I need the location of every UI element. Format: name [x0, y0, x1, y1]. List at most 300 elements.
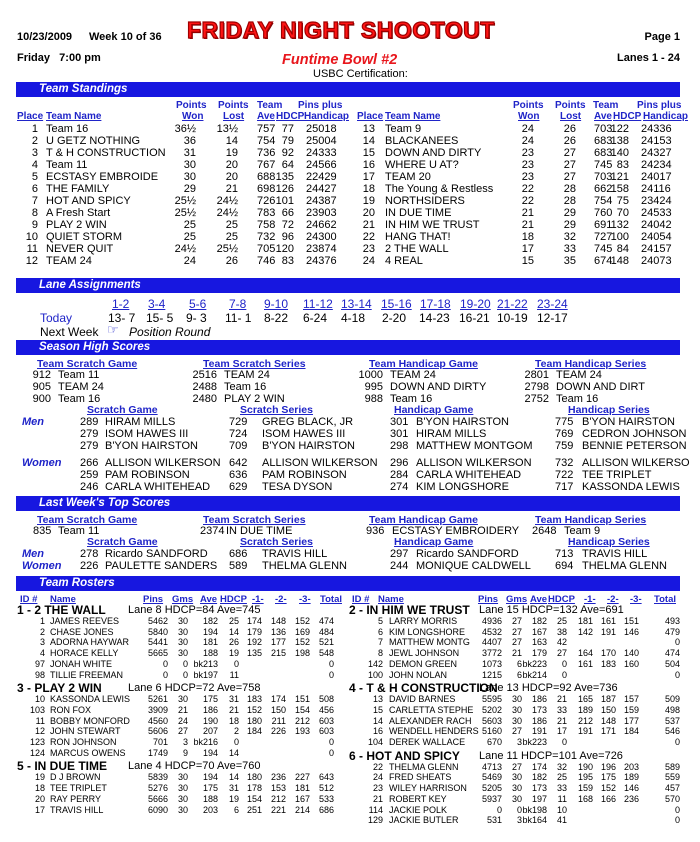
standings-cell: 683 [594, 135, 613, 147]
roster-cell: 0 [328, 737, 334, 747]
section-title: Lane Assignments [39, 279, 141, 291]
roster-header: Pins [478, 594, 499, 605]
roster-cell: 30 [177, 793, 188, 804]
team-name: ECSTASY EMBROIDE [46, 171, 159, 183]
lastweek-column-header: Team Scratch Game [37, 514, 138, 526]
standings-cell: 36 [183, 135, 196, 147]
roster-cell: 146 [623, 783, 639, 794]
lanes-range: Lanes 1 - 24 [617, 52, 680, 64]
season-individual-header: Scratch Game [87, 404, 158, 416]
standings-cell: 13 [362, 123, 375, 135]
roster-cell: 456 [318, 704, 334, 715]
report-title: FRIDAY NIGHT SHOOTOUT [187, 17, 495, 43]
roster-cell: 2 [233, 726, 239, 737]
day-time: Friday 7:00 pm [17, 52, 101, 64]
roster-cell: 196 [600, 761, 616, 772]
roster-cell: 5937 [481, 793, 502, 804]
roster-cell: 498 [664, 704, 680, 715]
page-number: Page 1 [644, 31, 680, 43]
roster-cell: 165 [577, 694, 593, 705]
roster-cell: 100 [367, 669, 383, 680]
roster-cell: 148 [600, 715, 616, 726]
standings-cell: 70 [616, 207, 629, 219]
standings-cell: 4 [31, 159, 38, 171]
standings-cell: 24566 [306, 159, 337, 171]
roster-cell: 153 [270, 783, 286, 794]
score-value: 775 [555, 416, 574, 428]
standings-cell: 24 [362, 255, 375, 267]
standings-row [0, 147, 700, 159]
score-value: 266 [80, 457, 99, 469]
standings-cell: 24017 [641, 171, 672, 183]
lane-pair-label: 21-22 [497, 297, 528, 311]
score-value: 636 [229, 469, 248, 481]
lane-matchup: 11- 1 [225, 311, 252, 325]
roster-cell: 24 [372, 772, 383, 783]
roster-cell: 173 [531, 783, 547, 794]
roster-cell: 169 [294, 626, 310, 637]
roster-cell: 559 [664, 772, 680, 783]
standings-cell: 24662 [306, 219, 337, 231]
roster-cell: 27 [177, 726, 188, 737]
lane-pair-label: 19-20 [460, 297, 491, 311]
lane-matchup: 14-23 [419, 311, 450, 325]
roster-cell: 191 [600, 626, 616, 637]
bowler-name: JOHN STEWART [50, 726, 121, 737]
team-name: Team 9 [385, 123, 422, 135]
roster-cell: 211 [271, 715, 286, 726]
roster-cell: 5839 [147, 772, 168, 783]
roster-cell: 10 [34, 694, 45, 705]
roster-cell: 168 [577, 793, 593, 804]
roster-cell: 207 [202, 726, 218, 737]
score-value: 298 [390, 440, 409, 452]
roster-cell: 167 [294, 793, 310, 804]
bowler-name: B'YON HAIRSTON [105, 440, 198, 452]
team-name: BLACKANEES [385, 135, 459, 147]
roster-cell: 195 [577, 772, 593, 783]
roster-cell: 181 [577, 616, 593, 626]
roster-cell: 166 [600, 793, 616, 804]
standings-cell: 674 [594, 255, 613, 267]
roster-cell: 184 [246, 726, 262, 737]
roster-header: -2- [607, 594, 619, 605]
roster-cell: 236 [270, 772, 286, 783]
roster-cell: 0 [674, 804, 680, 815]
bowler-name: JONAH WHITE [50, 658, 112, 669]
roster-cell: 33 [556, 783, 567, 794]
standings-row [0, 183, 700, 195]
standings-cell: 727 [594, 231, 613, 243]
roster-row [0, 616, 700, 627]
section-title: Team Rosters [39, 577, 115, 589]
bowler-name: DOWN AND DIRTY [390, 381, 487, 393]
roster-cell: 174 [531, 761, 547, 772]
roster-cell: 493 [664, 616, 680, 626]
bowler-name: CARLA WHITEHEAD [416, 469, 522, 481]
bowler-name: GREG BLACK, JR [262, 416, 354, 428]
roster-cell: 533 [318, 793, 334, 804]
standings-cell: 138 [610, 135, 629, 147]
roster-cell: 19 [228, 793, 239, 804]
standings-cell: 705 [257, 243, 276, 255]
score-value: 629 [229, 481, 248, 493]
roster-cell: 163 [531, 637, 547, 648]
roster-cell: 0 [328, 747, 334, 758]
standings-cell: 27 [563, 147, 576, 159]
roster-cell: 136 [270, 626, 286, 637]
roster-row [0, 648, 700, 659]
standings-cell: 24042 [641, 219, 672, 231]
roster-cell: 0 [674, 737, 680, 747]
roster-cell: 31 [228, 694, 239, 705]
lane-matchup: 13- 7 [108, 311, 136, 325]
bowler-name: TEAM 24 [556, 369, 602, 381]
roster-row [0, 637, 700, 648]
standings-cell: 24300 [306, 231, 337, 243]
score-value: 759 [555, 440, 574, 452]
lane-pair-label: 23-24 [537, 297, 568, 311]
roster-cell: 0 [674, 815, 680, 826]
roster-team-title: 2 - IN HIM WE TRUST [349, 603, 470, 617]
roster-cell: 221 [270, 804, 286, 815]
roster-header: ID # [20, 594, 38, 605]
roster-cell: 30 [511, 772, 522, 783]
roster-cell: 142 [577, 626, 593, 637]
roster-cell: 5202 [481, 704, 502, 715]
roster-cell: bk216 [193, 737, 218, 747]
roster-team-title: 6 - HOT AND SPICY [349, 748, 460, 763]
score-value: 296 [390, 457, 409, 469]
standings-cell: 662 [594, 183, 613, 195]
bowler-name: TEAM 24 [58, 381, 104, 393]
bowler-name: THELMA GLENN [582, 560, 667, 572]
score-value: 274 [390, 481, 409, 493]
season-column-header: Team Scratch Game [37, 358, 138, 370]
standings-cell: 126 [275, 183, 294, 195]
roster-cell: 603 [318, 726, 334, 737]
roster-cell: 26 [228, 637, 239, 648]
standings-cell: 683 [594, 147, 613, 159]
roster-cell: 9 [182, 747, 188, 758]
roster-cell: 30 [177, 694, 188, 705]
bowler-name: TRAVIS HILL [582, 548, 648, 560]
roster-cell: 159 [577, 783, 593, 794]
standings-cell: 757 [257, 123, 276, 135]
score-value: 905 [32, 381, 51, 393]
standings-cell: 24 [521, 135, 534, 147]
roster-cell: 18 [34, 783, 45, 794]
standings-cell: 1 [31, 123, 38, 135]
standings-cell: 36½ [174, 123, 196, 135]
roster-team-title: 5 - IN DUE TIME [17, 759, 108, 774]
standings-cell: 736 [257, 147, 276, 159]
roster-cell: 3 [516, 815, 522, 826]
standings-cell: 30 [183, 171, 196, 183]
score-value: 2801 [524, 369, 549, 381]
standings-cell: 28 [563, 195, 576, 207]
roster-cell: 1073 [481, 658, 502, 669]
team-name: IN HIM WE TRUST [385, 219, 480, 231]
standings-cell: 688 [257, 171, 276, 183]
roster-header: -3- [630, 594, 642, 605]
team-name: NEVER QUIT [46, 243, 114, 255]
bowler-name: HIRAM MILLS [105, 416, 176, 428]
roster-cell: 251 [246, 804, 262, 815]
standings-cell: 24054 [641, 231, 672, 243]
score-value: 2374 [200, 525, 225, 537]
roster-cell: bk164 [522, 815, 547, 826]
roster-cell: 41 [556, 815, 567, 826]
roster-cell: 3 [516, 737, 522, 747]
roster-cell: 27 [556, 648, 567, 659]
season-column-header: Team Handicap Series [535, 358, 647, 370]
roster-cell: 114 [368, 804, 383, 815]
team-name: WHERE U AT? [385, 159, 459, 171]
standings-cell: 21 [521, 219, 534, 231]
roster-cell: 193 [294, 726, 310, 737]
roster-cell: 21 [556, 715, 567, 726]
standings-cell: 17 [521, 243, 534, 255]
roster-cell: 6 [516, 658, 522, 669]
standings-cell: 15 [521, 255, 534, 267]
standings-cell: 64 [281, 159, 294, 171]
bowler-name: ALLISON WILKERSON [262, 457, 378, 469]
roster-cell: 152 [294, 637, 310, 648]
score-value: 589 [229, 560, 248, 572]
standings-row [0, 159, 700, 171]
team-name: Team 16 [46, 123, 89, 135]
roster-cell: 21 [372, 793, 383, 804]
roster-cell: 25 [228, 616, 239, 626]
lane-matchup: 10-19 [497, 311, 528, 325]
roster-cell: 159 [623, 704, 639, 715]
roster-cell: 17 [34, 804, 45, 815]
score-value: 2480 [192, 393, 217, 405]
standings-cell: 14 [362, 135, 375, 147]
standings-row [0, 255, 700, 267]
season-individual-header: Handicap Series [568, 404, 650, 416]
lane-assignments-bar [16, 278, 680, 293]
score-value: 713 [555, 548, 574, 560]
roster-cell: 175 [600, 772, 616, 783]
roster-cell: 5840 [147, 626, 168, 637]
standings-cell: 24234 [641, 159, 672, 171]
roster-cell: 188 [202, 648, 218, 659]
roster-cell: 5 [377, 616, 383, 626]
standings-cell: 13½ [216, 123, 238, 135]
standings-cell: 24 [183, 255, 196, 267]
roster-cell: 474 [318, 616, 334, 626]
roster-cell: 0 [162, 669, 168, 680]
week-label: Week 10 of 36 [89, 31, 162, 43]
standings-cell: 25½ [174, 207, 196, 219]
roster-cell: 643 [318, 772, 334, 783]
score-value: 244 [390, 560, 409, 572]
roster-cell: 5595 [481, 694, 502, 705]
score-value: 2516 [192, 369, 217, 381]
standings-cell: 148 [610, 255, 629, 267]
bowler-name: Team 16 [556, 393, 599, 405]
roster-cell: 42 [556, 637, 567, 648]
roster-cell: 191 [531, 726, 547, 737]
roster-row [0, 805, 700, 816]
lane-pair-label: 1-2 [112, 297, 130, 311]
roster-cell: 5665 [147, 648, 168, 659]
roster-cell: 22 [372, 761, 383, 772]
season-column-header: Team Scratch Series [203, 358, 306, 370]
roster-cell: 670 [486, 737, 502, 747]
team-name: TEAM 24 [46, 255, 92, 267]
roster-cell: 184 [623, 726, 639, 737]
score-value: 279 [80, 440, 99, 452]
score-value: 297 [390, 548, 409, 560]
roster-row [0, 815, 700, 826]
lane-pair-label: 7-8 [229, 297, 247, 311]
roster-cell: 182 [531, 772, 547, 783]
roster-cell: 10 [556, 804, 567, 815]
bowler-name: B'YON HAIRSTON [262, 440, 355, 452]
standings-cell: 23 [521, 171, 534, 183]
roster-cell: bk197 [193, 669, 218, 680]
roster-header: Ave [530, 594, 548, 605]
bowler-name: DEREK WALLACE [389, 737, 466, 747]
roster-team-title: 3 - PLAY 2 WIN [17, 681, 102, 696]
roster-cell: 6 [377, 626, 383, 637]
roster-cell: 30 [511, 715, 522, 726]
standings-cell: 5 [31, 171, 38, 183]
roster-cell: 189 [623, 772, 639, 783]
roster-cell: 589 [664, 761, 680, 772]
roster-cell: 103 [29, 704, 45, 715]
roster-header: Name [50, 594, 76, 605]
standings-cell: 23874 [306, 243, 337, 255]
roster-cell: 174 [270, 694, 286, 705]
roster-header: Pins [143, 594, 164, 605]
bowler-name: PAM ROBINSON [105, 469, 190, 481]
bowler-name: ADORNA HAYWAR [50, 637, 130, 648]
roster-team-info: Lane 13 HDCP=92 Ave=736 [479, 682, 618, 695]
roster-cell: 175 [202, 783, 218, 794]
roster-header: ID # [352, 594, 370, 605]
team-name: 4 REAL [385, 255, 423, 267]
score-value: 995 [364, 381, 383, 393]
standings-cell: 20 [225, 171, 238, 183]
standings-cell: 9 [31, 219, 38, 231]
roster-cell: 98 [34, 669, 45, 680]
lastweek-individual-header: Handicap Series [568, 536, 650, 548]
roster-cell: 180 [246, 772, 262, 783]
score-value: 732 [555, 457, 574, 469]
roster-cell: 197 [531, 793, 547, 804]
team-name: NORTHSIDERS [385, 195, 465, 207]
standings-cell: 6 [31, 183, 38, 195]
lane-pair-label: 11-12 [303, 297, 333, 311]
bowler-name: ISOM HAWES III [105, 428, 189, 440]
roster-cell: 509 [664, 694, 680, 705]
roster-header: Gms [172, 594, 194, 605]
roster-cell: 97 [34, 658, 45, 669]
roster-cell: 30 [177, 626, 188, 637]
bowler-name: DEMON GREEN [389, 658, 458, 669]
roster-cell: 537 [664, 715, 680, 726]
lane-pair-label: 13-14 [341, 297, 372, 311]
roster-team-info: Lane 15 HDCP=132 Ave=691 [479, 604, 624, 616]
standings-cell: 121 [610, 171, 629, 183]
bowler-name: ALLISON WILKERSON [416, 457, 532, 469]
roster-cell: 173 [531, 704, 547, 715]
score-value: 912 [32, 369, 51, 381]
score-value: 722 [555, 469, 574, 481]
standings-cell: 12 [25, 255, 38, 267]
bowler-name: DOWN AND DIRT [556, 381, 646, 393]
standings-cell: 24336 [641, 123, 672, 135]
women-label: Women [22, 560, 62, 572]
roster-cell: 6 [233, 804, 239, 815]
roster-cell: bk223 [522, 737, 547, 747]
standings-cell: 18 [521, 231, 534, 243]
season-high-bar [16, 340, 680, 355]
roster-cell: 0 [561, 737, 567, 747]
roster-cell: 175 [202, 694, 218, 705]
roster-cell: 19 [228, 648, 239, 659]
roster-cell: 30 [511, 793, 522, 804]
roster-cell: 183 [600, 658, 616, 669]
roster-team-info: Lane 6 HDCP=72 Ave=758 [128, 682, 261, 695]
standings-row [0, 243, 700, 255]
roster-cell: 5606 [147, 726, 168, 737]
standings-cell: 33 [563, 243, 576, 255]
standings-cell: 22 [521, 183, 534, 195]
score-value: 988 [364, 393, 383, 405]
roster-cell: 4407 [481, 637, 502, 648]
roster-cell: 21 [556, 694, 567, 705]
team-name: PLAY 2 WIN [46, 219, 107, 231]
standings-cell: 100 [610, 231, 629, 243]
roster-cell: 4 [39, 648, 45, 659]
roster-cell: 203 [623, 761, 639, 772]
pointing-hand-icon: ☞ [107, 322, 119, 337]
season-individual-header: Scratch Series [240, 404, 313, 416]
lastweek-column-header: Team Handicap Game [369, 514, 478, 526]
roster-cell: 190 [202, 715, 218, 726]
roster-cell: 27 [511, 761, 522, 772]
standings-cell: 783 [257, 207, 276, 219]
standings-cell: 29 [183, 183, 196, 195]
roster-cell: 30 [511, 694, 522, 705]
roster-cell: 0 [516, 804, 522, 815]
bowler-name: ROBERT KEY [389, 793, 447, 804]
standings-cell: 28 [563, 183, 576, 195]
standings-cell: 83 [281, 255, 294, 267]
bowler-name: B'YON HAIRSTON [582, 416, 675, 428]
lastweek-column-header: Team Handicap Series [535, 514, 647, 526]
bowler-name: D J BROWN [50, 772, 101, 783]
roster-cell: 17 [556, 726, 567, 737]
team-rosters-bar [16, 576, 680, 591]
standings-cell: 135 [275, 171, 294, 183]
standings-cell: 23 [362, 243, 375, 255]
lane-matchup: 6-24 [303, 311, 328, 325]
standings-cell: 24387 [306, 195, 337, 207]
bowler-name: TEAM 24 [224, 369, 270, 381]
roster-cell: 474 [664, 648, 680, 659]
roster-cell: 5603 [481, 715, 502, 726]
standings-cell: 31 [183, 147, 196, 159]
roster-cell: 179 [531, 648, 547, 659]
roster-cell: 4936 [481, 616, 502, 626]
roster-cell: 5666 [147, 793, 168, 804]
